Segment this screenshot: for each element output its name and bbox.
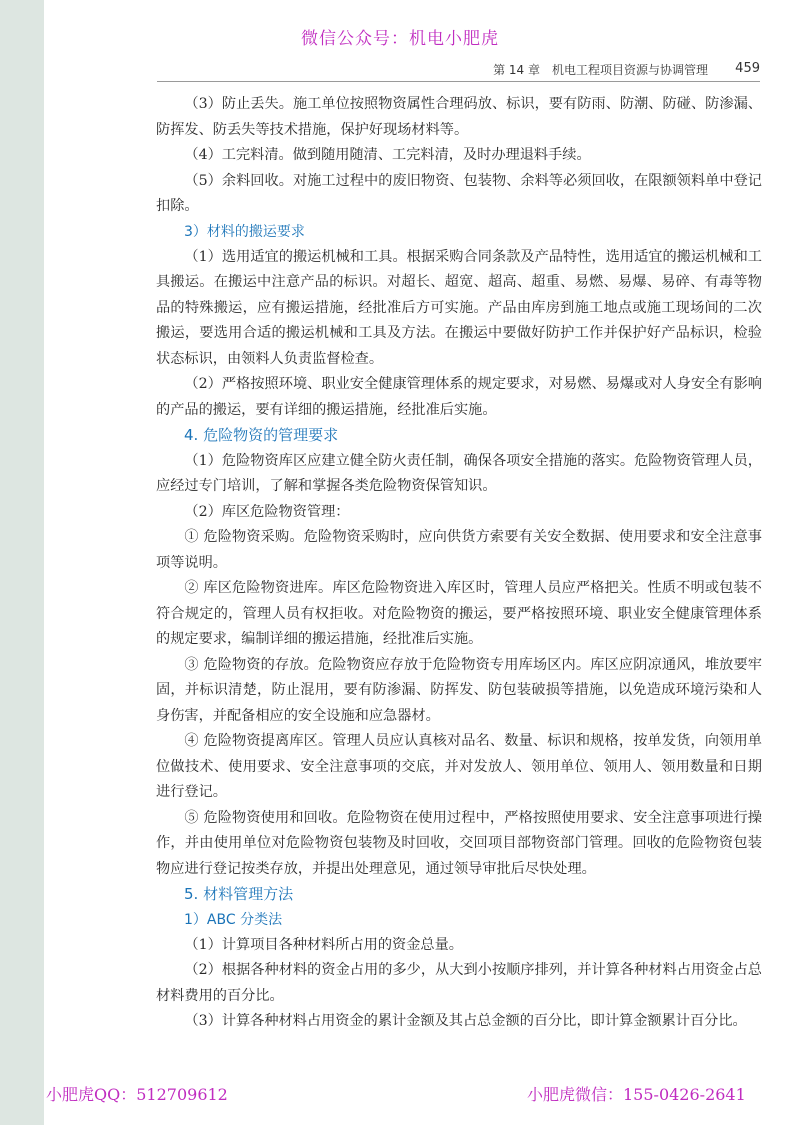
paragraph: （2）库区危险物资管理：: [184, 503, 350, 520]
watermark-top: 微信公众号：机电小肥虎: [301, 29, 499, 49]
paragraph: （3）防止丢失。施工单位按照物资属性合理码放、标识，要有防雨、防潮、防碰、防渗漏、防挥发、防丢失等技术措施，保护好现场材料等。: [156, 96, 762, 138]
body-text: [156, 92, 762, 1035]
paragraph: （1）选用适宜的搬运机械和工具。根据采购合同条款及产品特性，选用适宜的搬运机械和工具搬运。在搬运中注意产品的标识。对超长、超宽、超高、超重、易燃、易爆、易碎、有毒等物品的特殊搬运，应有搬运措施，经批准后方可实施。产品由库房到施工地点或施工现场间的二次搬运，要选用合适的搬运机械和工具及方法。在搬运中要做好防护工作并保护好产品标识，检验状态标识，由领料人负责监督检查。: [156, 248, 762, 367]
paragraph: （2）严格按照环境、职业安全健康管理体系的规定要求，对易燃、易爆或对人身安全有影响的产品的搬运，要有详细的搬运措施，经批准后实施。: [156, 376, 762, 418]
paragraph: （1）计算项目各种材料所占用的资金总量。: [184, 936, 463, 953]
paragraph: （3）计算各种材料占用资金的累计金额及其占总金额的百分比，即计算金额累计百分比。: [184, 1013, 747, 1029]
paragraph: ⑤ 危险物资使用和回收。危险物资在使用过程中，严格按照使用要求、安全注意事项进行操作，并由使用单位对危险物资包装物及时回收，交回项目部物资部门管理。回收的危险物资包装物应进行登记按类存放，并提出处理意见，通过领导审批后尽快处理。: [156, 809, 762, 877]
chapter-title: 第 14 章 机电工程项目资源与协调管理: [493, 63, 708, 77]
paragraph: ② 库区危险物资进库。库区危险物资进入库区时，管理人员应严格把关。性质不明或包装不符合规定的，管理人员有权拒收。对危险物资的搬运，要严格按照环境、职业安全健康管理体系的规定要求，编制详细的搬运措施，经批准后实施。: [156, 580, 762, 647]
paragraph: ① 危险物资采购。危险物资采购时，应向供货方索要有关安全数据、使用要求和安全注意事项等说明。: [156, 529, 762, 571]
section-heading: 5. 材料管理方法: [184, 885, 294, 903]
paragraph: （4）工完料清。做到随用随清、工完料清，及时办理退料手续。: [184, 147, 591, 163]
paragraph: ④ 危险物资提离库区。管理人员应认真核对品名、数量、标识和规格，按单发货，向领用单位做技术、使用要求、安全注意事项的交底，并对发放人、领用单位、领用人、领用数量和日期进行登记。: [156, 733, 762, 800]
running-header: [157, 59, 760, 82]
paragraph: （5）余料回收。对施工过程中的废旧物资、包装物、余料等必须回收，在限额领料单中登记扣除。: [156, 172, 762, 214]
subsection-heading: 1）ABC 分类法: [184, 911, 283, 928]
section-heading: 4. 危险物资的管理要求: [184, 426, 339, 444]
paragraph: ③ 危险物资的存放。危险物资应存放于危险物资专用库场区内。库区应阴凉通风，堆放要牢固，并标识清楚，防止混用，要有防渗漏、防挥发、防包装破损等措施，以免造成环境污染和人身伤害，并配备相应的安全设施和应急器材。: [156, 656, 762, 724]
subsection-heading: 3）材料的搬运要求: [184, 223, 305, 240]
page-number: 459: [735, 61, 760, 76]
paragraph: （1）危险物资库区应建立健全防火责任制，确保各项安全措施的落实。危险物资管理人员，应经过专门培训，了解和掌握各类危险物资保管知识。: [156, 452, 762, 494]
watermark-qq: 小肥虎QQ：512709612: [46, 1085, 228, 1104]
paragraph: （2）根据各种材料的资金占用的多少，从大到小按顺序排列，并计算各种材料占用资金占总材料费用的百分比。: [156, 962, 762, 1004]
watermark-wechat: 小肥虎微信：155-0426-2641: [527, 1085, 746, 1104]
